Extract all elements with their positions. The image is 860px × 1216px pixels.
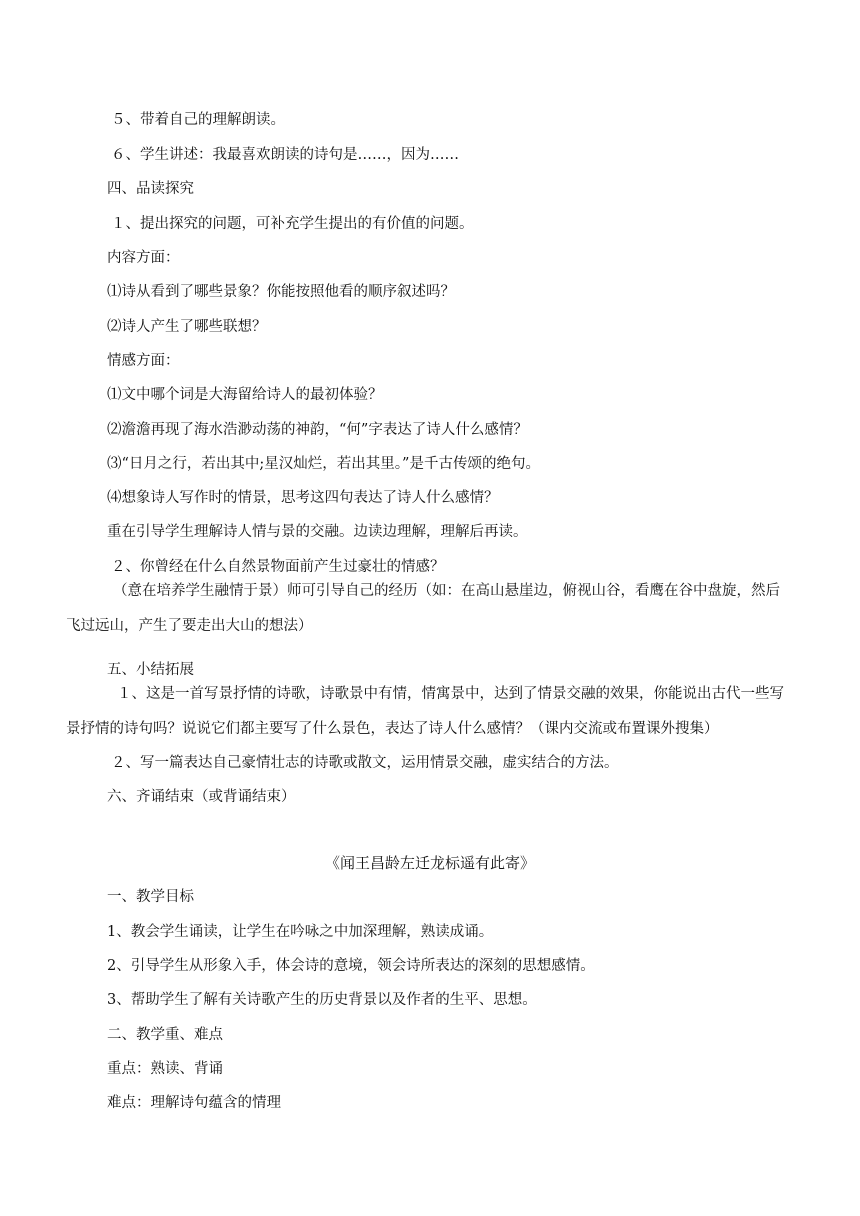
emotion-question-2: ⑵澹澹再现了海水浩渺动荡的神韵，“何”字表达了诗人什么感情？ [107,422,528,438]
summary-paragraph: １、这是一首写景抒情的诗歌，诗歌景中有情，情寓景中，达到了情景交融的效果，你能说出古代一些写景抒情的诗句吗？说说它们都主要写了什么景色，表达了诗人什么感情？（课内交流或布置课外搜集） [66,686,784,737]
goal-3: 3、帮助学生了解有关诗歌产生的历史背景以及作者的生平、思想。 [107,992,537,1008]
emotion-question-3: ⑶“日月之行，若出其中;星汉灿烂，若出其里。”是千古传颂的绝句。 [107,456,540,472]
key-point: 重点：熟读、背诵 [107,1061,223,1077]
emotion-question-4: ⑷想象诗人写作时的情景，思考这四句表达了诗人什么感情？ [107,490,499,506]
content-question-1: ⑴诗从看到了哪些景象？你能按照他看的顺序叙述吗？ [107,284,455,300]
step-1-questions: １、提出探究的问题，可补充学生提出的有价值的问题。 [111,216,474,232]
goal-1: 1、教会学生诵读，让学生在吟咏之中加深理解，熟读成诵。 [107,924,494,940]
poem-title: 《闻王昌龄左迁龙标遥有此寄》 [324,854,535,872]
difficult-point: 难点：理解诗句蕴含的情理 [107,1095,281,1111]
goal-2: 2、引导学生从形象入手，体会诗的意境，领会诗所表达的深刻的思想感情。 [107,958,595,974]
teacher-guidance-paragraph: （意在培养学生融情于景）师可引导自己的经历（如：在高山悬崖边，俯视山谷，看鹰在谷中盘旋，然后飞过远山，产生了要走出大山的想法） [66,583,780,634]
step-5-read-aloud: ５、带着自己的理解朗读。 [111,112,285,128]
step-6-student-talk: ６、学生讲述：我最喜欢朗读的诗句是……，因为…… [111,147,459,163]
content-aspect-label: 内容方面： [107,250,180,266]
emotion-question-1: ⑴文中哪个词是大海留给诗人的最初体验？ [107,387,383,403]
key-points-heading: 二、教学重、难点 [107,1027,223,1043]
step-2-question: ２、你曾经在什么自然景物面前产生过豪壮的情感？ [111,559,445,575]
teaching-goals-heading: 一、教学目标 [107,889,194,905]
section-6-heading: 六、齐诵结束（或背诵结束） [107,789,296,805]
section-5-heading: 五、小结拓展 [107,662,194,678]
emotion-aspect-label: 情感方面： [107,353,180,369]
step-2-writing: ２、写一篇表达自己豪情壮志的诗歌或散文，运用情景交融，虚实结合的方法。 [111,755,619,771]
content-question-2: ⑵诗人产生了哪些联想？ [107,319,267,335]
section-4-heading: 四、品读探究 [107,181,194,197]
guidance-note: 重在引导学生理解诗人情与景的交融。边读边理解，理解后再读。 [107,524,528,540]
